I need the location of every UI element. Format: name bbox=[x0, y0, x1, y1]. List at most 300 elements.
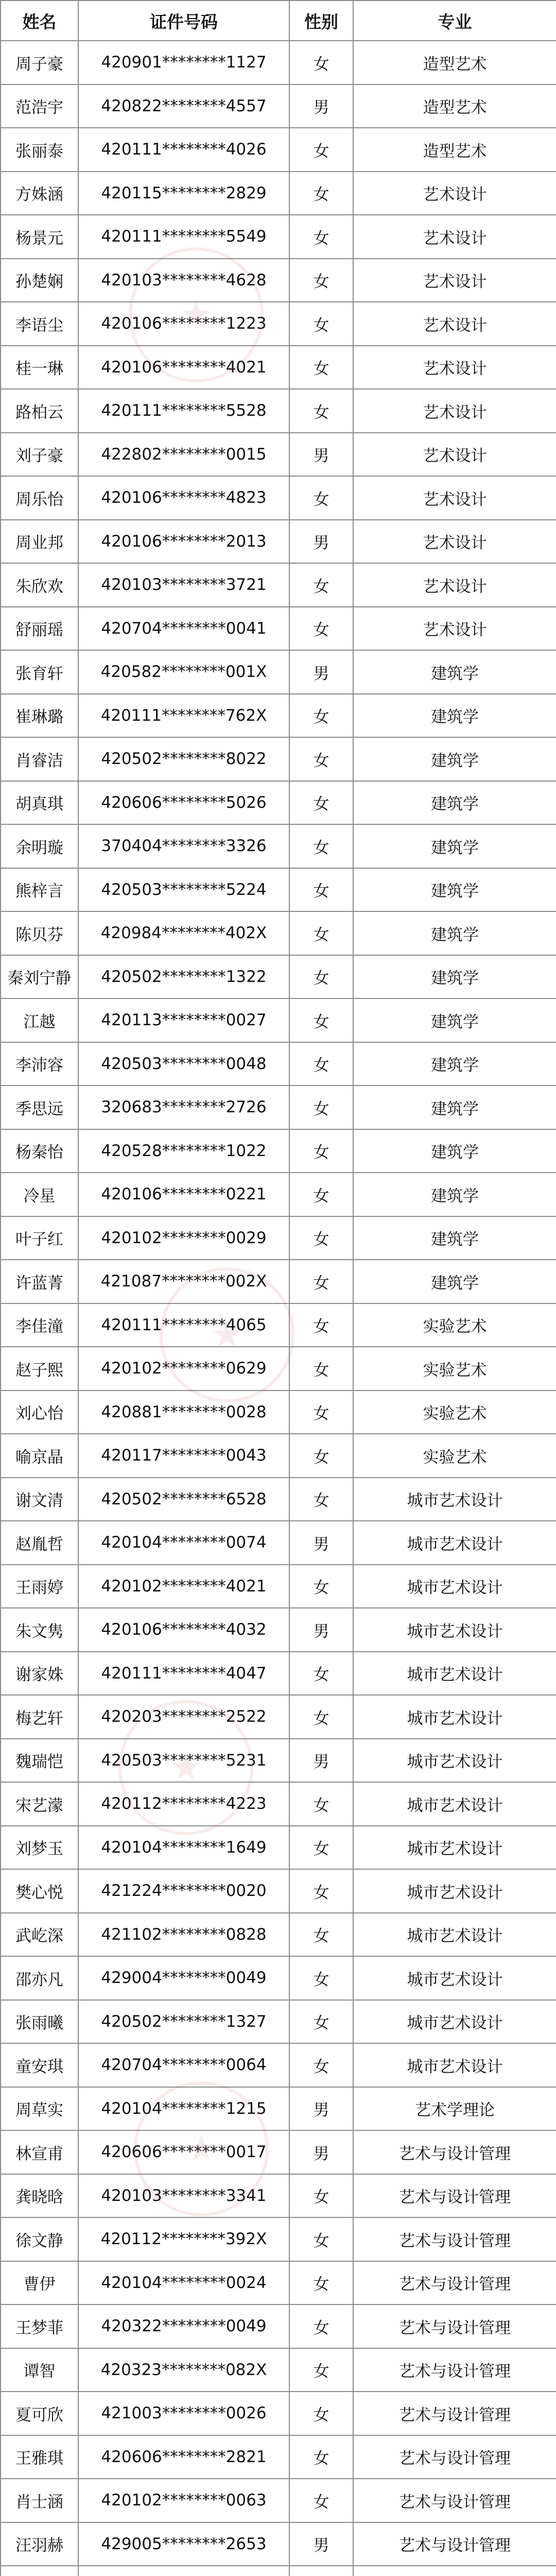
cell-gender: 女 bbox=[289, 2174, 353, 2218]
cell-major: 艺术与设计管理 bbox=[353, 2392, 556, 2435]
table-row bbox=[1, 737, 556, 781]
cell-gender: 女 bbox=[289, 1303, 353, 1347]
cell-gender: 女 bbox=[289, 302, 353, 346]
cell-major: 建筑学 bbox=[353, 1086, 556, 1129]
cell-id-number: 420104********0024 bbox=[78, 2261, 289, 2305]
cell-name: 胡真琪 bbox=[1, 781, 78, 825]
table-row bbox=[1, 1434, 556, 1478]
cell-gender: 女 bbox=[289, 128, 353, 172]
cell-name: 刘心怡 bbox=[1, 1391, 78, 1434]
cell-gender: 女 bbox=[289, 868, 353, 912]
table-row bbox=[1, 1478, 556, 1521]
cell-gender: 男 bbox=[289, 2130, 353, 2174]
table-row bbox=[1, 607, 556, 651]
cell-id-number: 420322********0049 bbox=[78, 2304, 289, 2348]
cell-name: 熊梓言 bbox=[1, 868, 78, 912]
cell-gender: 女 bbox=[289, 911, 353, 955]
cell-name: 谭智 bbox=[1, 2348, 78, 2392]
cell-name: 桂一琳 bbox=[1, 346, 78, 389]
cell-gender: 女 bbox=[289, 476, 353, 520]
cell-major: 城市艺术设计 bbox=[353, 1913, 556, 1957]
cell-major: 实验艺术 bbox=[353, 1434, 556, 1478]
cell-name: 汪羽赫 bbox=[1, 2522, 78, 2566]
cell-gender bbox=[289, 2566, 353, 2576]
cell-id-number: 420502********8022 bbox=[78, 737, 289, 781]
table-row bbox=[1, 2566, 556, 2576]
cell-id-number: 420606********0017 bbox=[78, 2130, 289, 2174]
cell-id-number: 421003********0026 bbox=[78, 2392, 289, 2435]
cell-gender: 女 bbox=[289, 1913, 353, 1957]
cell-name: 叶子红 bbox=[1, 1216, 78, 1260]
cell-major: 艺术设计 bbox=[353, 389, 556, 433]
cell-gender: 男 bbox=[289, 1608, 353, 1652]
cell-major: 艺术设计 bbox=[353, 476, 556, 520]
cell-gender: 女 bbox=[289, 1173, 353, 1216]
cell-major: 建筑学 bbox=[353, 694, 556, 738]
cell-id-number: 420112********392X bbox=[78, 2217, 289, 2261]
cell-major: 城市艺术设计 bbox=[353, 2043, 556, 2087]
cell-id-number: 420503********0048 bbox=[78, 1042, 289, 1086]
table-row bbox=[1, 2392, 556, 2435]
cell-id-number: 420111********4026 bbox=[78, 128, 289, 172]
cell-id-number: 320683********2726 bbox=[78, 1086, 289, 1129]
table-row bbox=[1, 1521, 556, 1565]
cell-major: 艺术设计 bbox=[353, 520, 556, 564]
cell-major: 建筑学 bbox=[353, 998, 556, 1042]
cell-major: 艺术设计 bbox=[353, 433, 556, 477]
cell-name: 周草实 bbox=[1, 2087, 78, 2131]
cell-gender: 女 bbox=[289, 172, 353, 215]
cell-major: 城市艺术设计 bbox=[353, 1695, 556, 1739]
cell-gender: 女 bbox=[289, 1391, 353, 1434]
table-row bbox=[1, 41, 556, 84]
cell-id-number: 420106********1223 bbox=[78, 302, 289, 346]
cell-id-number: 420704********0064 bbox=[78, 2043, 289, 2087]
cell-name: 梅艺轩 bbox=[1, 1695, 78, 1739]
cell-major: 艺术与设计管理 bbox=[353, 2261, 556, 2305]
cell-id-number: 420106********4032 bbox=[78, 1608, 289, 1652]
cell-name: 许蓝菁 bbox=[1, 1260, 78, 1303]
cell-id-number: 420103********3721 bbox=[78, 563, 289, 607]
cell-major: 城市艺术设计 bbox=[353, 2000, 556, 2044]
cell-major: 实验艺术 bbox=[353, 1347, 556, 1391]
cell-id-number: 420106********4823 bbox=[78, 476, 289, 520]
table-row bbox=[1, 781, 556, 825]
cell-major: 艺术与设计管理 bbox=[353, 2479, 556, 2522]
cell-id-number: 420503********5231 bbox=[78, 1739, 289, 1783]
cell-major: 建筑学 bbox=[353, 1129, 556, 1173]
cell-id-number: 420102********0029 bbox=[78, 1216, 289, 1260]
cell-major: 艺术设计 bbox=[353, 215, 556, 259]
cell-major: 艺术与设计管理 bbox=[353, 2348, 556, 2392]
cell-name: 喻京晶 bbox=[1, 1434, 78, 1478]
cell-name: 周业邦 bbox=[1, 520, 78, 564]
table-row bbox=[1, 911, 556, 955]
cell-name: 肖士涵 bbox=[1, 2479, 78, 2522]
cell-major: 城市艺术设计 bbox=[353, 1869, 556, 1913]
cell-gender: 男 bbox=[289, 1739, 353, 1783]
cell-id-number: 420203********2522 bbox=[78, 1695, 289, 1739]
table-row bbox=[1, 346, 556, 389]
table-row bbox=[1, 84, 556, 128]
cell-gender: 女 bbox=[289, 1565, 353, 1608]
table-row bbox=[1, 2522, 556, 2566]
cell-name: 秦刘宁静 bbox=[1, 955, 78, 999]
cell-id-number: 420502********1322 bbox=[78, 955, 289, 999]
table-row bbox=[1, 2174, 556, 2218]
cell-name: 崔琳璐 bbox=[1, 694, 78, 738]
cell-gender: 女 bbox=[289, 1042, 353, 1086]
cell-name: 武屹深 bbox=[1, 1913, 78, 1957]
table-row bbox=[1, 2130, 556, 2174]
cell-id-number: 420111********5528 bbox=[78, 389, 289, 433]
cell-gender: 女 bbox=[289, 1478, 353, 1521]
cell-name: 陈贝芬 bbox=[1, 911, 78, 955]
table-row bbox=[1, 389, 556, 433]
cell-name: 肖睿洁 bbox=[1, 737, 78, 781]
table-row bbox=[1, 1782, 556, 1826]
cell-gender: 女 bbox=[289, 346, 353, 389]
cell-gender: 男 bbox=[289, 650, 353, 694]
table-row bbox=[1, 1869, 556, 1913]
cell-gender: 男 bbox=[289, 433, 353, 477]
cell-id-number: 420104********1649 bbox=[78, 1826, 289, 1870]
cell-name: 方姝涵 bbox=[1, 172, 78, 215]
cell-major: 艺术与设计管理 bbox=[353, 2174, 556, 2218]
cell-id-number: 420102********0629 bbox=[78, 1347, 289, 1391]
cell-id-number: 420111********762X bbox=[78, 694, 289, 738]
cell-name: 王雅琪 bbox=[1, 2435, 78, 2479]
table-row bbox=[1, 1216, 556, 1260]
cell-gender: 女 bbox=[289, 1260, 353, 1303]
cell-gender: 男 bbox=[289, 84, 353, 128]
table-row bbox=[1, 650, 556, 694]
cell-id-number: 420102********4021 bbox=[78, 1565, 289, 1608]
cell-name: 杨秦怡 bbox=[1, 1129, 78, 1173]
cell-name: 李沛容 bbox=[1, 1042, 78, 1086]
table-row bbox=[1, 824, 556, 868]
cell-id-number: 422802********0015 bbox=[78, 433, 289, 477]
cell-major: 城市艺术设计 bbox=[353, 1956, 556, 2000]
table-row bbox=[1, 172, 556, 215]
cell-id-number: 420111********5549 bbox=[78, 215, 289, 259]
cell-major: 艺术与设计管理 bbox=[353, 2130, 556, 2174]
cell-major: 造型艺术 bbox=[353, 84, 556, 128]
cell-name: 龚晓晗 bbox=[1, 2174, 78, 2218]
cell-name: 赵胤哲 bbox=[1, 1521, 78, 1565]
cell-name: 张丽泰 bbox=[1, 128, 78, 172]
cell-id-number: 420106********0221 bbox=[78, 1173, 289, 1216]
cell-major: 建筑学 bbox=[353, 955, 556, 999]
cell-name: 王梦菲 bbox=[1, 2304, 78, 2348]
table-row bbox=[1, 2000, 556, 2044]
cell-gender: 女 bbox=[289, 737, 353, 781]
cell-major: 艺术设计 bbox=[353, 302, 556, 346]
cell-major: 建筑学 bbox=[353, 1260, 556, 1303]
cell-id-number: 420111********4047 bbox=[78, 1652, 289, 1696]
cell-name: 路柏云 bbox=[1, 389, 78, 433]
table-row bbox=[1, 520, 556, 564]
table-row bbox=[1, 955, 556, 999]
cell-major: 艺术设计 bbox=[353, 172, 556, 215]
cell-major: 艺术与设计管理 bbox=[353, 2435, 556, 2479]
cell-gender: 男 bbox=[289, 2522, 353, 2566]
cell-major: 艺术与设计管理 bbox=[353, 2522, 556, 2566]
cell-major: 建筑学 bbox=[353, 650, 556, 694]
cell-gender: 女 bbox=[289, 2392, 353, 2435]
cell-id-number: 420104********0074 bbox=[78, 1521, 289, 1565]
cell-name: 宋艺濛 bbox=[1, 1782, 78, 1826]
table-row bbox=[1, 1129, 556, 1173]
table-row bbox=[1, 259, 556, 302]
cell-name: 张育轩 bbox=[1, 650, 78, 694]
cell-major: 城市艺术设计 bbox=[353, 1478, 556, 1521]
cell-major: 建筑学 bbox=[353, 1173, 556, 1216]
cell-major: 建筑学 bbox=[353, 781, 556, 825]
table-row bbox=[1, 1913, 556, 1957]
cell-major: 城市艺术设计 bbox=[353, 1652, 556, 1696]
cell-gender: 女 bbox=[289, 2000, 353, 2044]
table-row bbox=[1, 1086, 556, 1129]
cell-id-number: 420503********5224 bbox=[78, 868, 289, 912]
cell-name: 冷星 bbox=[1, 1173, 78, 1216]
cell-name: 周子豪 bbox=[1, 41, 78, 84]
cell-id-number: 420502********6528 bbox=[78, 1478, 289, 1521]
cell-name: 谢文清 bbox=[1, 1478, 78, 1521]
cell-name: 魏瑞恺 bbox=[1, 1739, 78, 1783]
cell-gender: 女 bbox=[289, 563, 353, 607]
cell-name: 朱文隽 bbox=[1, 1608, 78, 1652]
cell-gender: 女 bbox=[289, 998, 353, 1042]
cell-name: 李语尘 bbox=[1, 302, 78, 346]
cell-name: 樊心悦 bbox=[1, 1869, 78, 1913]
table-row bbox=[1, 476, 556, 520]
cell-major: 城市艺术设计 bbox=[353, 1521, 556, 1565]
cell-id-number: 420704********0041 bbox=[78, 607, 289, 651]
cell-id-number: 420102********0063 bbox=[78, 2479, 289, 2522]
table-row bbox=[1, 1739, 556, 1783]
cell-major: 实验艺术 bbox=[353, 1303, 556, 1347]
table-row bbox=[1, 1173, 556, 1216]
table-body bbox=[1, 41, 556, 2576]
cell-gender: 女 bbox=[289, 1216, 353, 1260]
header-name: 姓名 bbox=[1, 1, 78, 41]
cell-gender: 女 bbox=[289, 1695, 353, 1739]
cell-gender: 女 bbox=[289, 41, 353, 84]
cell-gender: 女 bbox=[289, 259, 353, 302]
table-row bbox=[1, 1652, 556, 1696]
cell-major: 城市艺术设计 bbox=[353, 1739, 556, 1783]
table-row bbox=[1, 1956, 556, 2000]
table-row bbox=[1, 215, 556, 259]
table-row bbox=[1, 2261, 556, 2305]
cell-gender: 女 bbox=[289, 1347, 353, 1391]
table-row bbox=[1, 1042, 556, 1086]
cell-gender: 女 bbox=[289, 1652, 353, 1696]
table-row bbox=[1, 868, 556, 912]
table-row bbox=[1, 433, 556, 477]
table-row bbox=[1, 2435, 556, 2479]
table-row bbox=[1, 1608, 556, 1652]
table-row bbox=[1, 1391, 556, 1434]
cell-name: 李佳潼 bbox=[1, 1303, 78, 1347]
cell-gender: 女 bbox=[289, 955, 353, 999]
cell-id-number: 420117********0043 bbox=[78, 1434, 289, 1478]
cell-id-number: 420528********1022 bbox=[78, 1129, 289, 1173]
cell-name: 余明璇 bbox=[1, 824, 78, 868]
cell-gender: 女 bbox=[289, 1129, 353, 1173]
table-row bbox=[1, 694, 556, 738]
cell-name: 童安琪 bbox=[1, 2043, 78, 2087]
cell-major: 造型艺术 bbox=[353, 41, 556, 84]
cell-name: 季思远 bbox=[1, 1086, 78, 1129]
cell-name: 朱欣欢 bbox=[1, 563, 78, 607]
cell-major: 建筑学 bbox=[353, 1042, 556, 1086]
cell-major: 城市艺术设计 bbox=[353, 1608, 556, 1652]
cell-name: 周乐怡 bbox=[1, 476, 78, 520]
table-row bbox=[1, 2348, 556, 2392]
cell-name: 舒丽瑶 bbox=[1, 607, 78, 651]
table-row bbox=[1, 1565, 556, 1608]
cell-gender: 女 bbox=[289, 1956, 353, 2000]
cell-gender: 女 bbox=[289, 2479, 353, 2522]
cell-gender: 女 bbox=[289, 2043, 353, 2087]
cell-id-number: 420106********4021 bbox=[78, 346, 289, 389]
cell-gender: 女 bbox=[289, 781, 353, 825]
table-row bbox=[1, 302, 556, 346]
header-gender: 性别 bbox=[289, 1, 353, 41]
cell-major: 建筑学 bbox=[353, 911, 556, 955]
header-row bbox=[1, 1, 556, 41]
cell-id-number: 420502********1327 bbox=[78, 2000, 289, 2044]
cell-gender: 女 bbox=[289, 1086, 353, 1129]
header-id-number: 证件号码 bbox=[78, 1, 289, 41]
cell-id-number: 420984********402X bbox=[78, 911, 289, 955]
cell-gender: 女 bbox=[289, 607, 353, 651]
cell-name bbox=[1, 2566, 78, 2576]
cell-id-number: 420103********4628 bbox=[78, 259, 289, 302]
cell-id-number: 420113********0027 bbox=[78, 998, 289, 1042]
table-row bbox=[1, 1347, 556, 1391]
cell-name: 赵子熙 bbox=[1, 1347, 78, 1391]
cell-major bbox=[353, 2566, 556, 2576]
cell-gender: 女 bbox=[289, 1434, 353, 1478]
cell-major: 艺术设计 bbox=[353, 346, 556, 389]
cell-gender: 女 bbox=[289, 1826, 353, 1870]
table-row bbox=[1, 1260, 556, 1303]
cell-name: 曹伊 bbox=[1, 2261, 78, 2305]
cell-id-number: 420106********2013 bbox=[78, 520, 289, 564]
cell-id-number: 420111********4065 bbox=[78, 1303, 289, 1347]
cell-name: 邵亦凡 bbox=[1, 1956, 78, 2000]
cell-gender: 女 bbox=[289, 2348, 353, 2392]
cell-gender: 女 bbox=[289, 824, 353, 868]
cell-major: 艺术设计 bbox=[353, 607, 556, 651]
cell-id-number: 421087********002X bbox=[78, 1260, 289, 1303]
cell-id-number: 420112********4223 bbox=[78, 1782, 289, 1826]
cell-gender: 女 bbox=[289, 2261, 353, 2305]
cell-name: 谢家姝 bbox=[1, 1652, 78, 1696]
table-row bbox=[1, 998, 556, 1042]
cell-id-number: 420606********2821 bbox=[78, 2435, 289, 2479]
cell-major: 艺术与设计管理 bbox=[353, 2217, 556, 2261]
table-row bbox=[1, 128, 556, 172]
cell-name: 孙楚娴 bbox=[1, 259, 78, 302]
cell-name: 徐文静 bbox=[1, 2217, 78, 2261]
cell-id-number: 429004********0049 bbox=[78, 1956, 289, 2000]
cell-name: 夏可欣 bbox=[1, 2392, 78, 2435]
cell-major: 造型艺术 bbox=[353, 128, 556, 172]
cell-gender: 女 bbox=[289, 389, 353, 433]
cell-id-number: 370404********3326 bbox=[78, 824, 289, 868]
cell-major: 城市艺术设计 bbox=[353, 1826, 556, 1870]
cell-name: 张雨曦 bbox=[1, 2000, 78, 2044]
cell-major: 城市艺术设计 bbox=[353, 1782, 556, 1826]
header-major: 专业 bbox=[353, 1, 556, 41]
table-row bbox=[1, 2217, 556, 2261]
cell-id-number: 429005********2653 bbox=[78, 2522, 289, 2566]
cell-id-number: 420822********4557 bbox=[78, 84, 289, 128]
cell-name: 刘子豪 bbox=[1, 433, 78, 477]
cell-name: 江越 bbox=[1, 998, 78, 1042]
table-row bbox=[1, 2087, 556, 2131]
cell-id-number: 420115********2829 bbox=[78, 172, 289, 215]
cell-major: 建筑学 bbox=[353, 868, 556, 912]
cell-id-number: 420606********5026 bbox=[78, 781, 289, 825]
cell-id-number: 420582********001X bbox=[78, 650, 289, 694]
cell-name: 王雨婷 bbox=[1, 1565, 78, 1608]
cell-id-number: 420881********0028 bbox=[78, 1391, 289, 1434]
cell-gender: 男 bbox=[289, 2087, 353, 2131]
table-row bbox=[1, 2043, 556, 2087]
cell-major: 实验艺术 bbox=[353, 1391, 556, 1434]
cell-name: 刘梦玉 bbox=[1, 1826, 78, 1870]
cell-gender: 女 bbox=[289, 2435, 353, 2479]
table-row bbox=[1, 1826, 556, 1870]
cell-id-number: 421224********0020 bbox=[78, 1869, 289, 1913]
cell-gender: 女 bbox=[289, 694, 353, 738]
cell-id-number bbox=[78, 2566, 289, 2576]
table-row bbox=[1, 1303, 556, 1347]
cell-id-number: 420323********082X bbox=[78, 2348, 289, 2392]
cell-major: 艺术与设计管理 bbox=[353, 2304, 556, 2348]
table-row bbox=[1, 1695, 556, 1739]
cell-major: 艺术设计 bbox=[353, 259, 556, 302]
cell-major: 艺术学理论 bbox=[353, 2087, 556, 2131]
cell-gender: 女 bbox=[289, 1782, 353, 1826]
cell-major: 城市艺术设计 bbox=[353, 1565, 556, 1608]
cell-id-number: 420103********3341 bbox=[78, 2174, 289, 2218]
cell-major: 建筑学 bbox=[353, 824, 556, 868]
cell-gender: 女 bbox=[289, 215, 353, 259]
cell-major: 建筑学 bbox=[353, 1216, 556, 1260]
cell-major: 艺术设计 bbox=[353, 563, 556, 607]
table-row bbox=[1, 2304, 556, 2348]
cell-gender: 男 bbox=[289, 520, 353, 564]
cell-id-number: 421102********0828 bbox=[78, 1913, 289, 1957]
table-row bbox=[1, 2479, 556, 2522]
cell-id-number: 420104********1215 bbox=[78, 2087, 289, 2131]
cell-gender: 女 bbox=[289, 2217, 353, 2261]
cell-name: 范浩宇 bbox=[1, 84, 78, 128]
cell-gender: 女 bbox=[289, 2304, 353, 2348]
table-header bbox=[1, 1, 556, 41]
cell-gender: 女 bbox=[289, 1869, 353, 1913]
cell-id-number: 420901********1127 bbox=[78, 41, 289, 84]
cell-name: 林宣甫 bbox=[1, 2130, 78, 2174]
cell-major: 建筑学 bbox=[353, 737, 556, 781]
cell-name: 杨景元 bbox=[1, 215, 78, 259]
